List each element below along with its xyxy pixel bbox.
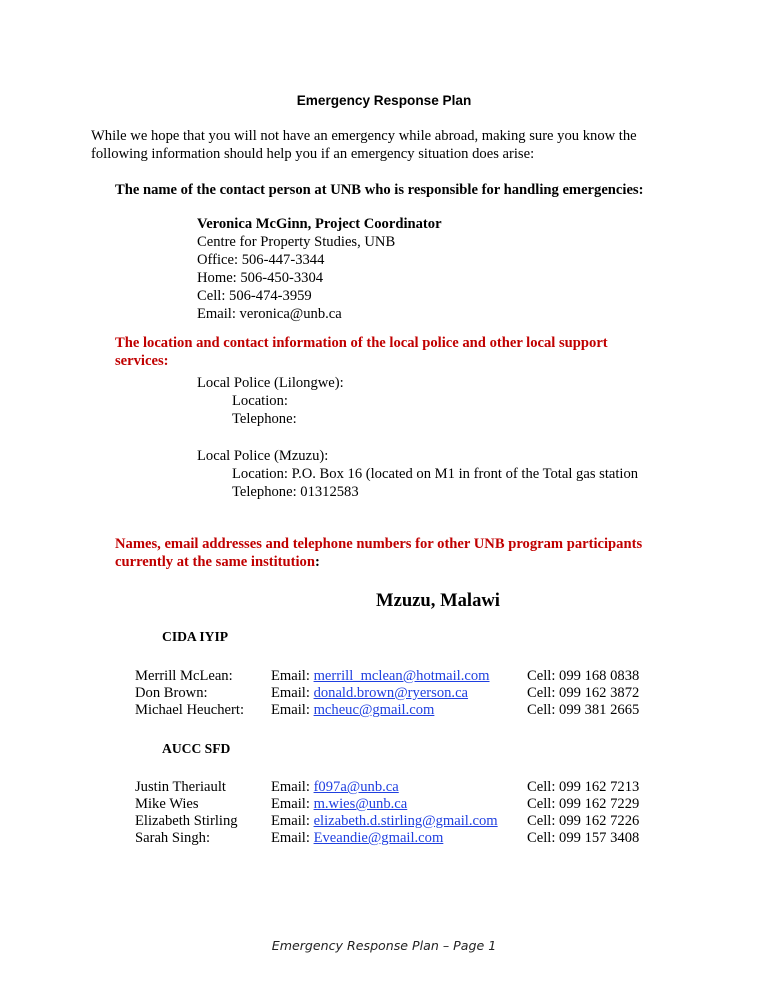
participant-name: Don Brown: <box>135 685 208 701</box>
intro-paragraph: While we hope that you will not have an emergency while abroad, making sure you know the following information should help you if an emergency situation does arise: <box>91 128 637 162</box>
participant-name: Justin Theriault <box>135 779 226 795</box>
contact-cell-phone: Cell: 506-474-3959 <box>197 288 312 304</box>
participant-cell: Cell: 099 168 0838 <box>527 668 640 684</box>
participant-email-cell <box>271 685 468 702</box>
police-entry-title: Local Police (Lilongwe): <box>197 375 344 391</box>
participant-cell: Cell: 099 157 3408 <box>527 830 640 846</box>
police-entry-title: Local Police (Mzuzu): <box>197 448 329 464</box>
participant-name: Merrill McLean: <box>135 668 233 684</box>
page-footer: Emergency Response Plan – Page 1 <box>271 938 497 953</box>
participants-section-heading <box>115 535 675 571</box>
email-label: Email: <box>271 668 314 684</box>
police-entry-lilongwe <box>197 374 344 428</box>
participant-name: Elizabeth Stirling <box>135 813 238 829</box>
participant-row <box>0 796 768 813</box>
email-label: Email: <box>271 813 314 829</box>
participant-email-link[interactable]: f097a@unb.ca <box>313 779 399 795</box>
contact-home-phone: Home: 506-450-3304 <box>197 270 324 286</box>
participant-cell: Cell: 099 381 2665 <box>527 702 640 718</box>
participant-row <box>0 702 768 719</box>
participants-heading-colon: : <box>314 554 320 570</box>
participant-name: Michael Heuchert: <box>135 702 244 718</box>
police-entry-telephone: Telephone: <box>232 411 297 427</box>
participant-email-cell <box>271 796 407 813</box>
participant-email-link[interactable]: mcheuc@gmail.com <box>313 702 435 718</box>
participant-row <box>0 830 768 847</box>
email-label: Email: <box>271 702 314 718</box>
participant-email-cell <box>271 702 434 719</box>
contact-organization: Centre for Property Studies, UNB <box>197 234 396 250</box>
police-entry-location: Location: <box>232 393 288 409</box>
email-label: Email: <box>271 685 314 701</box>
contact-name: Veronica McGinn, Project Coordinator <box>197 216 442 232</box>
participant-cell: Cell: 099 162 7229 <box>527 796 640 812</box>
participant-email-cell <box>271 779 399 796</box>
email-label: Email: <box>271 779 314 795</box>
participant-email-link[interactable]: donald.brown@ryerson.ca <box>313 685 469 701</box>
group-heading-cida-iyip: CIDA IYIP <box>162 629 229 644</box>
participant-row <box>0 779 768 796</box>
participant-email-cell <box>271 813 498 830</box>
participant-email-cell <box>271 668 490 685</box>
participant-email-link[interactable]: m.wies@unb.ca <box>313 796 408 812</box>
participant-email-cell <box>271 830 443 847</box>
police-entry-mzuzu <box>197 447 638 501</box>
police-section-heading: The location and contact information of the local police and other local support services: <box>115 335 608 369</box>
contact-block <box>197 215 442 323</box>
participant-email-link[interactable]: merrill_mclean@hotmail.com <box>313 668 490 684</box>
email-label: Email: <box>271 796 314 812</box>
contact-email: Email: veronica@unb.ca <box>197 306 342 322</box>
police-entry-telephone: Telephone: 01312583 <box>232 484 359 500</box>
police-entry-location: Location: P.O. Box 16 (located on M1 in front of the Total gas station <box>232 466 639 482</box>
participant-name: Sarah Singh: <box>135 830 210 846</box>
participant-cell: Cell: 099 162 7226 <box>527 813 640 829</box>
participant-cell: Cell: 099 162 7213 <box>527 779 640 795</box>
group-heading-aucc-sfd: AUCC SFD <box>162 741 231 756</box>
contact-section-heading: The name of the contact person at UNB who is responsible for handling emergencies: <box>115 182 644 198</box>
document-title: Emergency Response Plan <box>296 93 472 108</box>
participant-row <box>0 668 768 685</box>
participant-row <box>0 813 768 830</box>
participant-email-link[interactable]: Eveandie@gmail.com <box>313 830 444 846</box>
contact-office-phone: Office: 506-447-3344 <box>197 252 325 268</box>
participant-name: Mike Wies <box>135 796 199 812</box>
participant-row <box>0 685 768 702</box>
email-label: Email: <box>271 830 314 846</box>
participant-cell: Cell: 099 162 3872 <box>527 685 640 701</box>
participants-heading-text: Names, email addresses and telephone numbers for other UNB program participants currently at the same institution <box>115 536 643 570</box>
participant-email-link[interactable]: elizabeth.d.stirling@gmail.com <box>313 813 498 829</box>
region-heading: Mzuzu, Malawi <box>376 590 500 611</box>
